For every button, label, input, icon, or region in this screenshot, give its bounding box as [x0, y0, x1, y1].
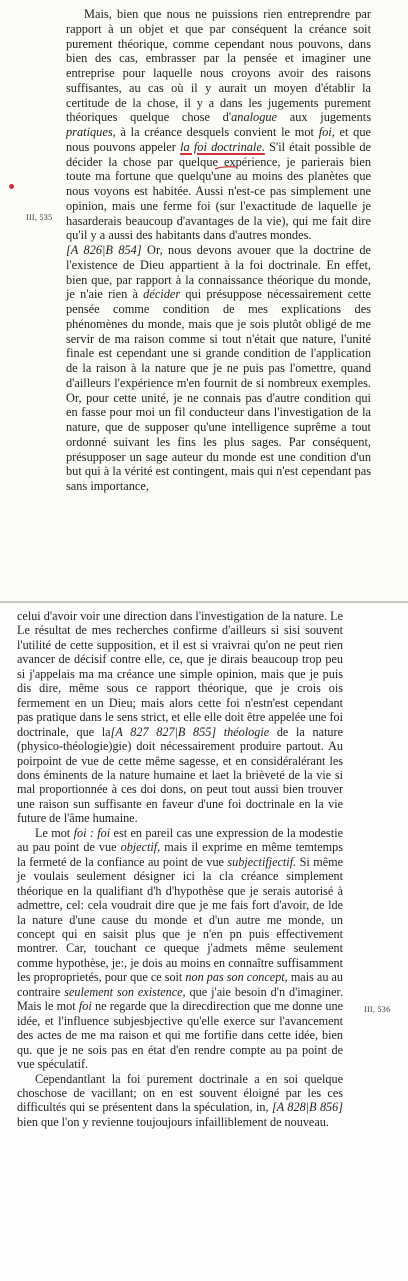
page-reference: [A 826|B 854] [66, 243, 142, 257]
text-run: S'il était possible de décider la chose par quelque expérience, je parierais bien toute ma fortune que quelqu'une au moins des planètes que nous voyons est habitée. Aussi n'est-ce pas simplement une opinion, mais une ferme foi (sur l'exactitude de laquelle je hasarderais beaucoup d'avantages de la vie), qui me fait dire qu'il y a aussi des habitants dans d'autres mondes. [66, 139, 371, 243]
text-run: qui présuppose nécessairement cette pensée comme condition de mes explications des phénomènes du monde, mais que je sois plutôt obligé de me servir de ma raison comme si tout n'était que nature, l'unité finale est cependant une si grande condition de l'application de la raison à la nature que je ne puis pas l'omettre, quand d'ailleurs l'expérience m'en fournit de si nombreux exemples. Or, pour cette unité, je ne connais pas d'autre condition qui en fasse pour moi un fil conducteur dans l'investigation de la nature, que de supposer qu'une intelligence suprême a tout ordonné suivant les fins les plus sages. Par conséquent, présupposer un sage auteur du monde est une condition d'un but qui à la vérité est contingent, mais qui n'est cependant pas sans importance, [66, 287, 371, 493]
text-run: est en pareil cas une expression de la modestie au pau point de vue [17, 825, 343, 855]
emphasis: pratiques, [66, 125, 116, 139]
text-column-top [66, 7, 371, 494]
page-reference: [A 827 827|B 855] [110, 724, 217, 739]
scan-fragment-top [0, 0, 408, 601]
emphasis: foi, [318, 125, 335, 139]
emphasis: décider [143, 287, 181, 302]
highlighted-emphasis: la foi doctrinale. [180, 139, 265, 154]
text-run: mais il exprime en même temtemps la fermeté de la confiance au point de vue [17, 840, 343, 869]
emphasis: objectif, [120, 840, 161, 855]
emphasis: foi : foi [73, 825, 111, 840]
paragraph [66, 7, 371, 243]
margin-reference-bottom: III, 536 [364, 1005, 391, 1014]
paragraph [17, 826, 343, 1072]
text-run: de la nature (physico-théologie)gie) doit nécessairement produire partout. Au poirpoint de vue de cette même sagesse, et en considéralérant les dons éminents de la nature humaine et laet la brièveté de la vie si mal proportionnée à ces doi dons, on peut tout aussi bien trouver une raison sun suffisante en faveur d'une foi doctrinale en la vie future de l'âme humaine. [17, 724, 343, 826]
paragraph [17, 609, 343, 826]
text-run: que j'aie besoin d'n d'imaginer. Mais le mot [17, 984, 343, 1014]
text-run: Si même je voulais seulement désigner ici la cla créance simplement théorique en la qualifiant d'h d'hypothèse que je serais autorisé à admettre, cel: cela voudrait dire que je me fais fort d'avoir, de lde la nature d'une cause du monde et d'un autre me monde, un concept qui en saisit plus que je n'en pn puis effectivement montrer. Car, touchant ce queque j'admets même seulement comme hypothèse, je:, je dois au moins en connaître suffisamment les proproprietés, pour que ce soit [17, 854, 343, 985]
text-run: aux jugements [277, 110, 371, 125]
page-reference: [A 828|B 856] [271, 1100, 343, 1115]
text-run: Or, nous devons avouer que la doctrine de l'existence de Dieu appartient à la foi doctrinale. En effet, bien que, par rapport à la connaissance théorique du monde, je n'aie rien à [66, 243, 371, 302]
emphasis: subjectifjectif. [227, 854, 297, 869]
margin-reference-top: III, 535 [26, 213, 53, 222]
text-run: et que nous pouvons appeler [66, 125, 371, 154]
text-run: ne regarde que la direcdirection que me donne une idée, et l'influence subjesbjective qu'elle exerce sur l'avancement des actes de me ma raison et qui me fortifie dans cette idée, bien qu. que je ne sois pas en état d'en rendre compte au pa point de vue spéculatif. [17, 999, 343, 1072]
emphasis: seulement son existence, [64, 984, 186, 999]
text-run: celui d'avoir voir une direction dans l'investigation de la nature. Le Le résultat de mes recherches confirme d'ailleurs si sisi souvent l'utilité de cette supposition, et il est si vraivrai qu'on ne peut rien avancer de décisif contre elle, ce, que je dirais beaucoup trop peu si j'appelais ma ma créance une simple opinion, mais que je puis dis dire, même sous ce rapport théorique, que je crois ois fermement en un Dieu; mais alors cette foi n'estn'est cependant pas pratique dans le sens strict, et elle elle doit être appelée une foi doctrinale, que la [17, 609, 343, 739]
text-column-bottom [17, 609, 343, 1129]
text-run: Cependantlant la foi purement doctrinale a en soi quelque choschose de vacillant; on en est souvent éloigné par les ces difficultés qui se présentent dans la spéculation, in, [17, 1071, 343, 1115]
scan-fragment-bottom [0, 601, 408, 1281]
text-run: mais au au contraire [17, 970, 343, 999]
text-run: Mais, bien que nous ne puissions rien entreprendre par rapport à un objet et que par conséquent la créance soit purement théorique, comme cependant nous pouvons, dans bien des cas, embrasser par la pensée et imaginer une entreprise pour laquelle nous croyons avoir des raisons suffisantes, au cas où il y aurait un moyen d'établir la certitude de la chose, il y a dans les jugements purement théoriques quelque chose d' [66, 7, 371, 125]
text-run: Le mot [35, 825, 74, 840]
paragraph [66, 243, 371, 494]
text-run: bien que l'on y revienne toujoujours infailliblement de nouveau. [17, 1114, 329, 1129]
emphasis: analogue [231, 110, 278, 125]
emphasis: foi [78, 999, 92, 1014]
emphasis: non pas son concept, [185, 970, 288, 985]
text-run: à la créance desquels convient le mot [115, 125, 319, 139]
paragraph [17, 1072, 343, 1130]
red-ink-dot [9, 184, 14, 189]
emphasis: théologie [216, 724, 270, 739]
